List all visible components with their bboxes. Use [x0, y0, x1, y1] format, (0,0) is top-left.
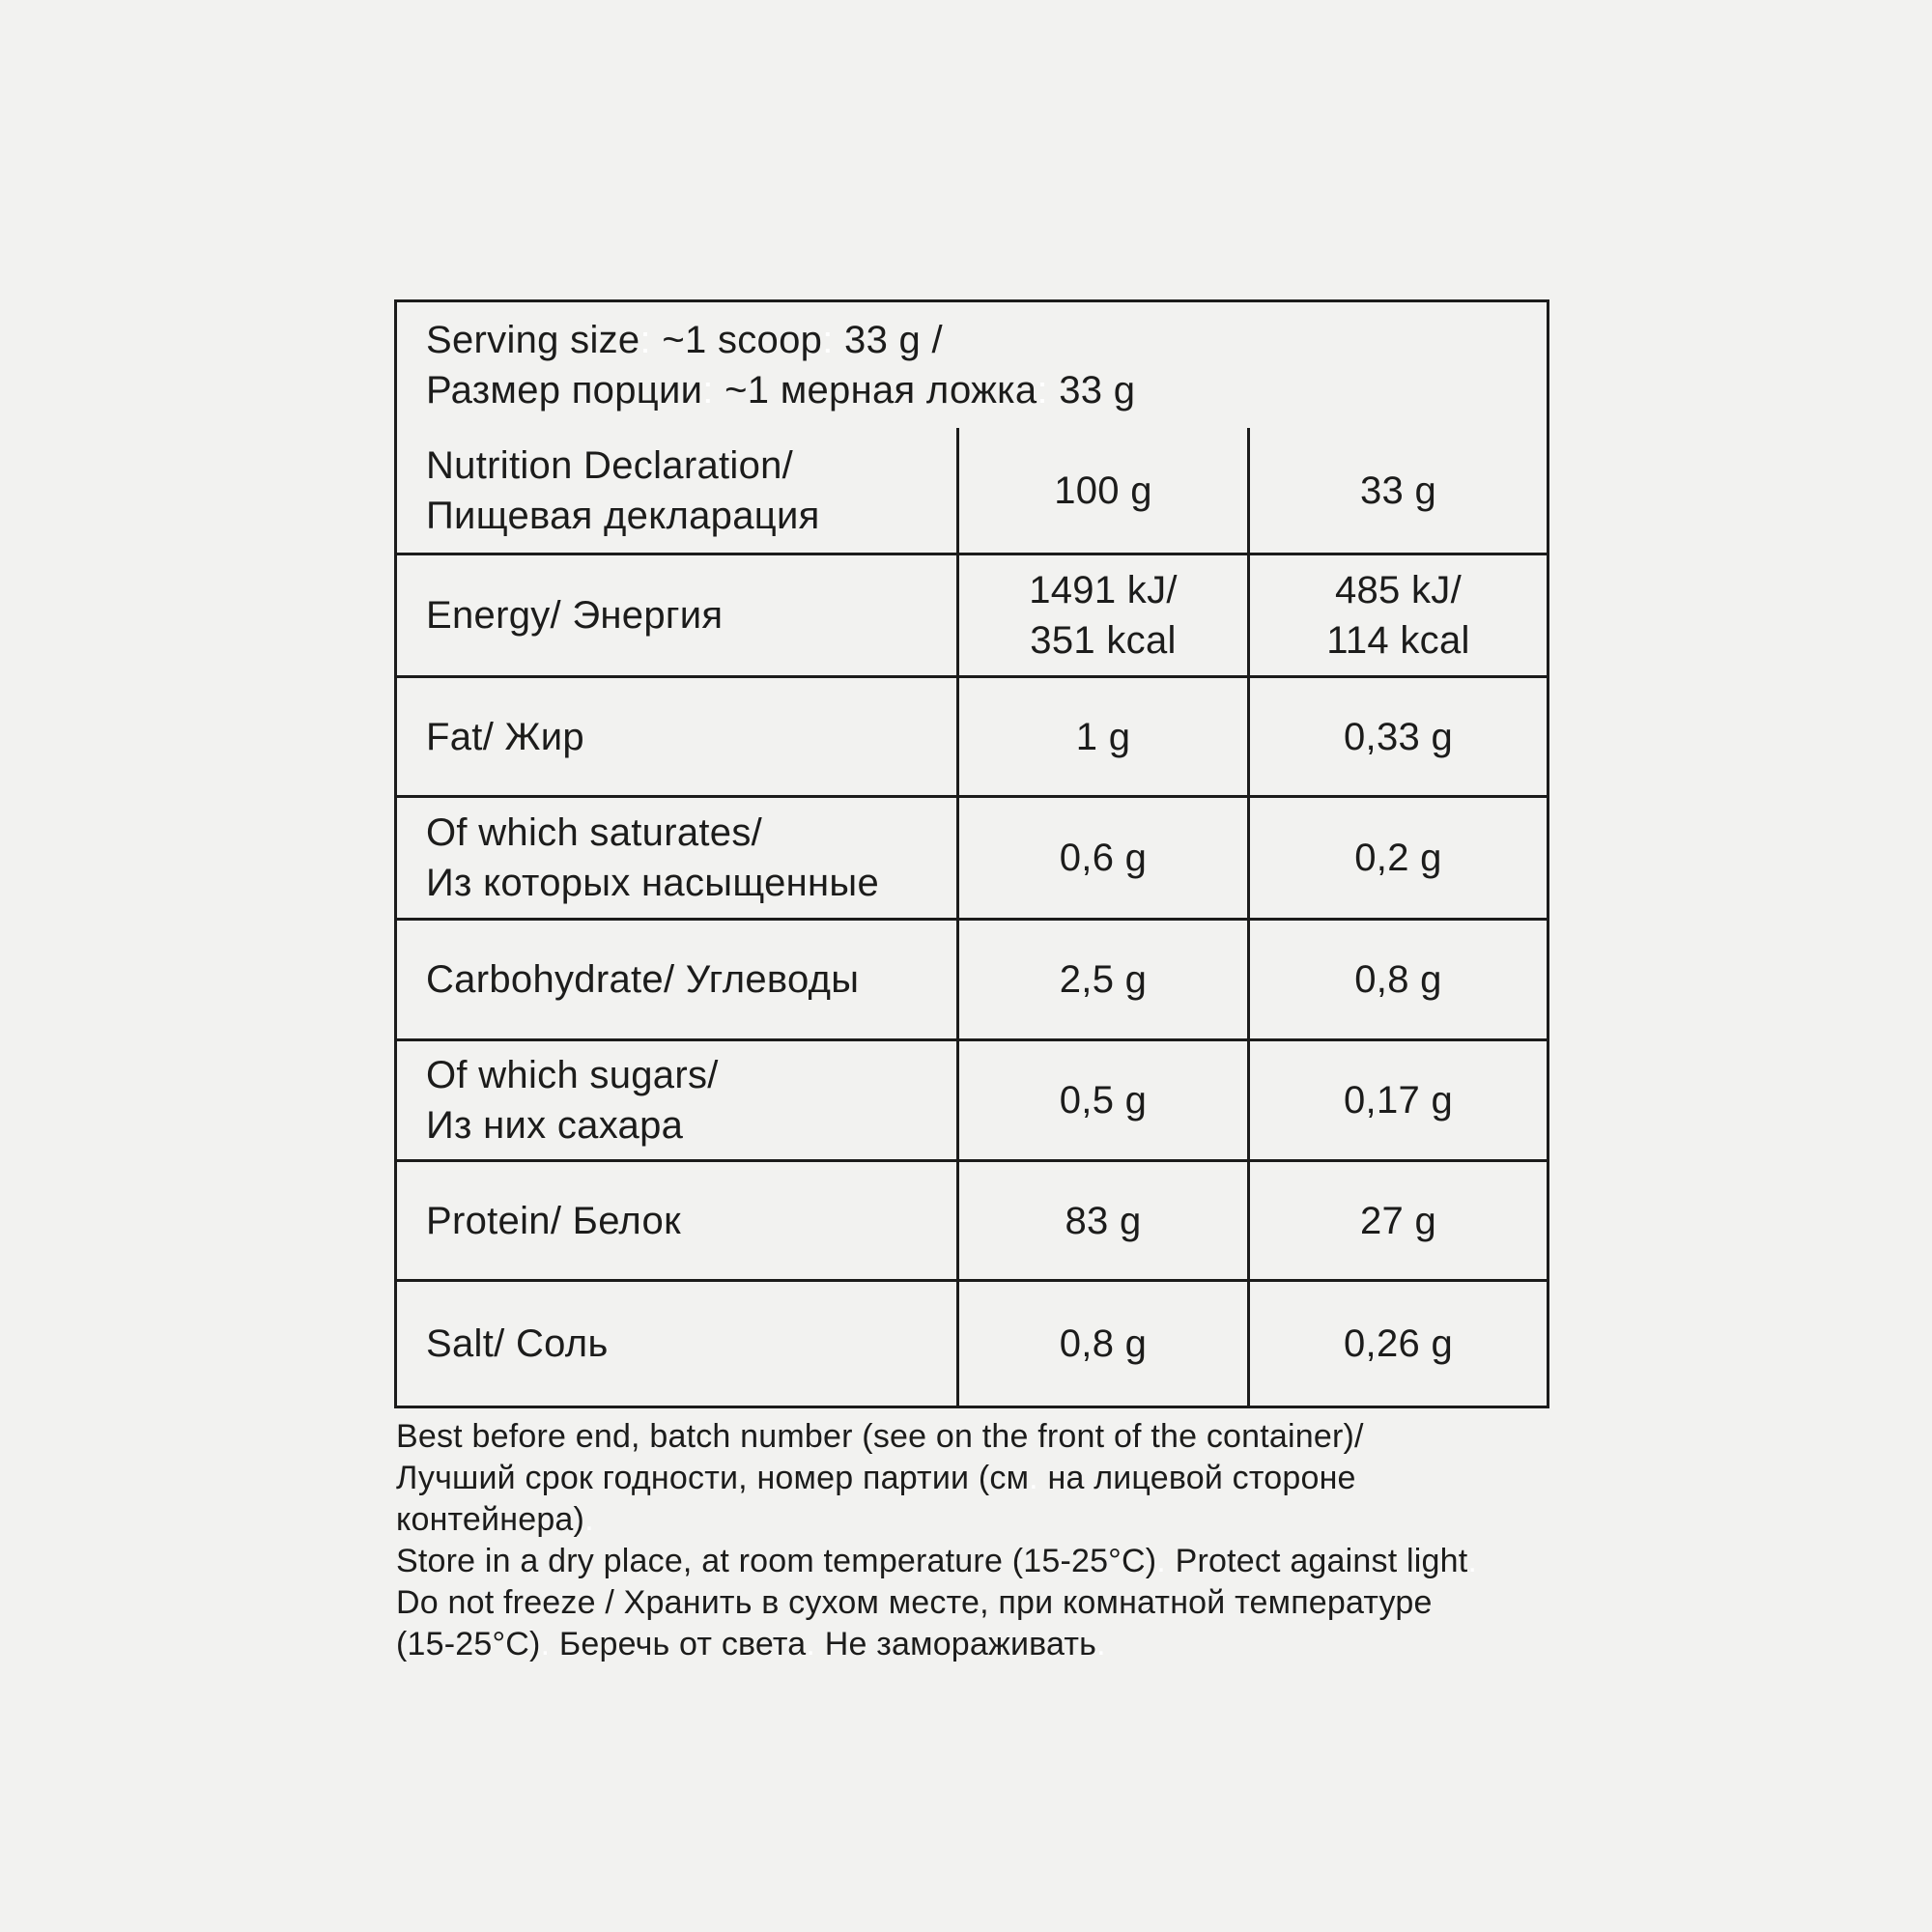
sugars-label-cell: Of which sugars/ Из них сахара: [426, 1054, 719, 1147]
header-per-100g-cell: 100 g: [956, 428, 1247, 553]
table-header-row: [397, 428, 1547, 553]
energy-label-cell: Energy/ Энергия: [426, 594, 724, 637]
saturates-per-100g-cell: 0,6 g: [956, 798, 1247, 918]
serving-size-line-ru: Размер порции: ~1 мерная ложка: 33 g: [426, 369, 1136, 412]
salt-per-serving-cell: 0,26 g: [1247, 1282, 1547, 1406]
table-row-saturates: [397, 795, 1547, 918]
table-row-carbohydrate: [397, 918, 1547, 1038]
salt-per-100g-cell: 0,8 g: [956, 1282, 1247, 1406]
table-row-energy: [397, 553, 1547, 675]
table-row-salt: [397, 1279, 1547, 1406]
salt-label-cell: Salt/ Соль: [426, 1322, 609, 1365]
serving-size-line-en: Serving size: ~1 scoop: 33 g /: [426, 319, 943, 361]
storage-conditions-note: Store in a dry place, at room temperature (15-25°C). Protect against light. Do not freeze / Хранить в сухом месте, при комнатной температуре (15-25°C). Беречь от света. Не замораживать.: [396, 1543, 1478, 1662]
carbohydrate-per-100g-cell: 2,5 g: [956, 921, 1247, 1038]
carbohydrate-per-serving-cell: 0,8 g: [1247, 921, 1547, 1038]
header-label-en: Nutrition Declaration/: [426, 443, 794, 487]
protein-per-100g-cell: 83 g: [956, 1162, 1247, 1279]
table-row-fat: [397, 675, 1547, 795]
carbohydrate-label-cell: Carbohydrate/ Углеводы: [426, 958, 860, 1001]
best-before-note: Best before end, batch number (see on the front of the container)/ Лучший срок годности, номер партии (см. на лицевой стороне контейнера).: [396, 1418, 1364, 1538]
table-row-sugars: [397, 1038, 1547, 1159]
table-row-protein: [397, 1159, 1547, 1279]
serving-size-row: [397, 302, 1547, 428]
energy-per-serving-cell: 485 kJ/ 114 kcal: [1247, 555, 1547, 675]
header-per-serving-cell: 33 g: [1247, 428, 1547, 553]
protein-label-cell: Protein/ Белок: [426, 1199, 681, 1242]
protein-per-serving-cell: 27 g: [1247, 1162, 1547, 1279]
storage-notes: [396, 1416, 1604, 1665]
sugars-per-100g-cell: 0,5 g: [956, 1041, 1247, 1159]
saturates-label-cell: Of which saturates/ Из которых насыщенные: [426, 811, 880, 904]
fat-label-cell: Fat/ Жир: [426, 715, 584, 758]
header-label-cell: [397, 428, 956, 553]
nutrition-table: [394, 299, 1549, 1408]
fat-per-serving-cell: 0,33 g: [1247, 678, 1547, 795]
header-label-ru: Пищевая декларация: [426, 494, 820, 537]
fat-per-100g-cell: 1 g: [956, 678, 1247, 795]
energy-per-100g-cell: 1491 kJ/ 351 kcal: [956, 555, 1247, 675]
sugars-per-serving-cell: 0,17 g: [1247, 1041, 1547, 1159]
saturates-per-serving-cell: 0,2 g: [1247, 798, 1547, 918]
